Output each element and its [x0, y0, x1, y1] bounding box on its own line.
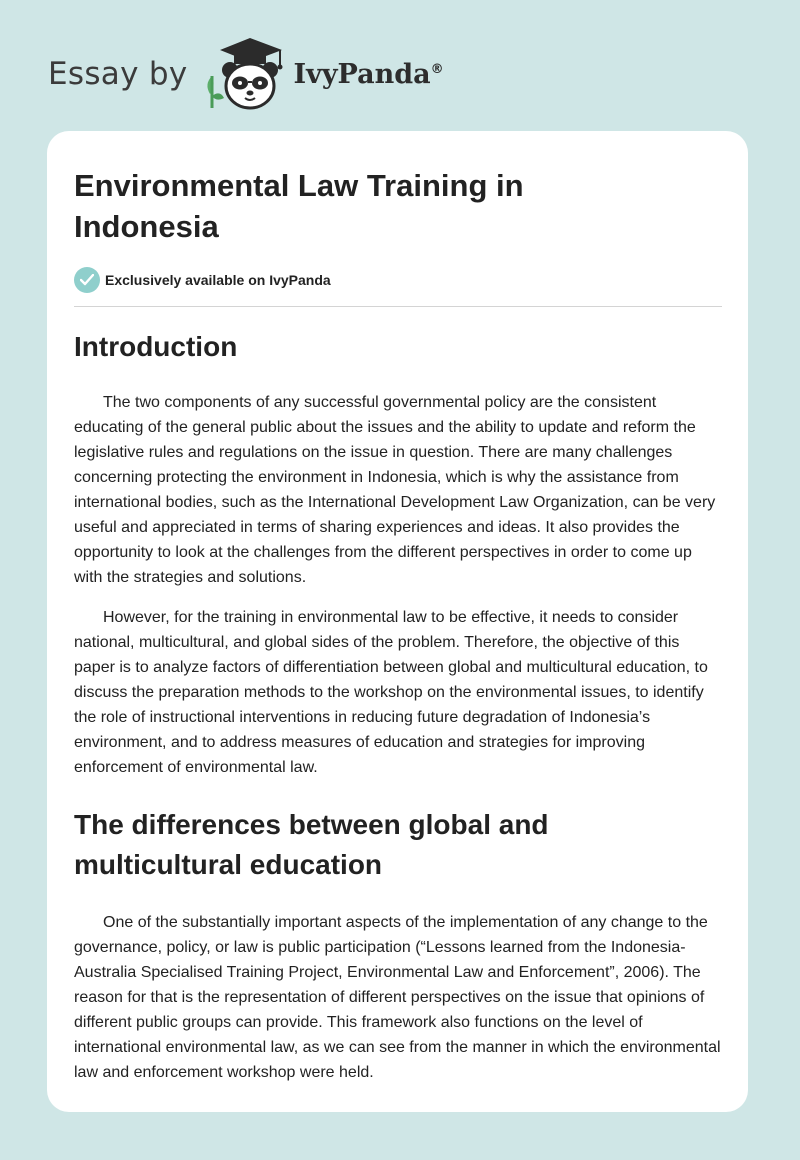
section-heading-differences: The differences between global and multicultural education: [74, 809, 549, 880]
article-card: [47, 131, 748, 1112]
exclusive-badge: [74, 267, 722, 293]
paragraph: The two components of any successful governmental policy are the consistent educating of the general public about the issues and the ability to update and reform the legislative rules and regulations on the issue in question. There are many challenges concerning protecting the environment in Indonesia, which is why the assistance from international bodies, such as the International Development Law Organization, can be very useful and appreciated in terms of sharing experiences and ideas. It also provides the opportunity to look at the challenges from the different perspectives in order to come up with the strategies and solutions.: [74, 394, 716, 586]
article-title: Environmental Law Training in Indonesia: [74, 168, 524, 244]
panda-graduate-icon[interactable]: [200, 36, 292, 112]
site-header: [48, 34, 444, 114]
check-icon: [74, 267, 100, 293]
brand-name[interactable]: IvyPanda®: [293, 58, 444, 90]
divider: [74, 306, 722, 307]
essay-by-label: Essay by: [48, 56, 188, 92]
section-heading-introduction: Introduction: [74, 331, 238, 362]
registered-mark: ®: [430, 61, 444, 77]
badge-label: Exclusively available on IvyPanda: [105, 272, 331, 288]
paragraph: One of the substantially important aspects of the implementation of any change to the governance, policy, or law is public participation (“Lessons learned from the Indonesia-Australia Specialised Training Project, Environmental Law and Enforcement”, 2006). The reason for that is the representation of different perspectives on the issue that opinions of different public groups can provide. This framework also functions on the level of international environmental law, as we can see from the manner in which the environmental law and enforcement workshop were held.: [74, 914, 721, 1081]
paragraph: However, for the training in environmental law to be effective, it needs to consider national, multicultural, and global sides of the problem. Therefore, the objective of this paper is to analyze factors of differentiation between global and multicultural education, to discuss the preparation methods to the workshop on the environmental issues, to identify the role of instructional interventions in reducing future degradation of Indonesia’s environment, and to address measures of education and strategies for improving enforcement of environmental law.: [74, 609, 708, 776]
